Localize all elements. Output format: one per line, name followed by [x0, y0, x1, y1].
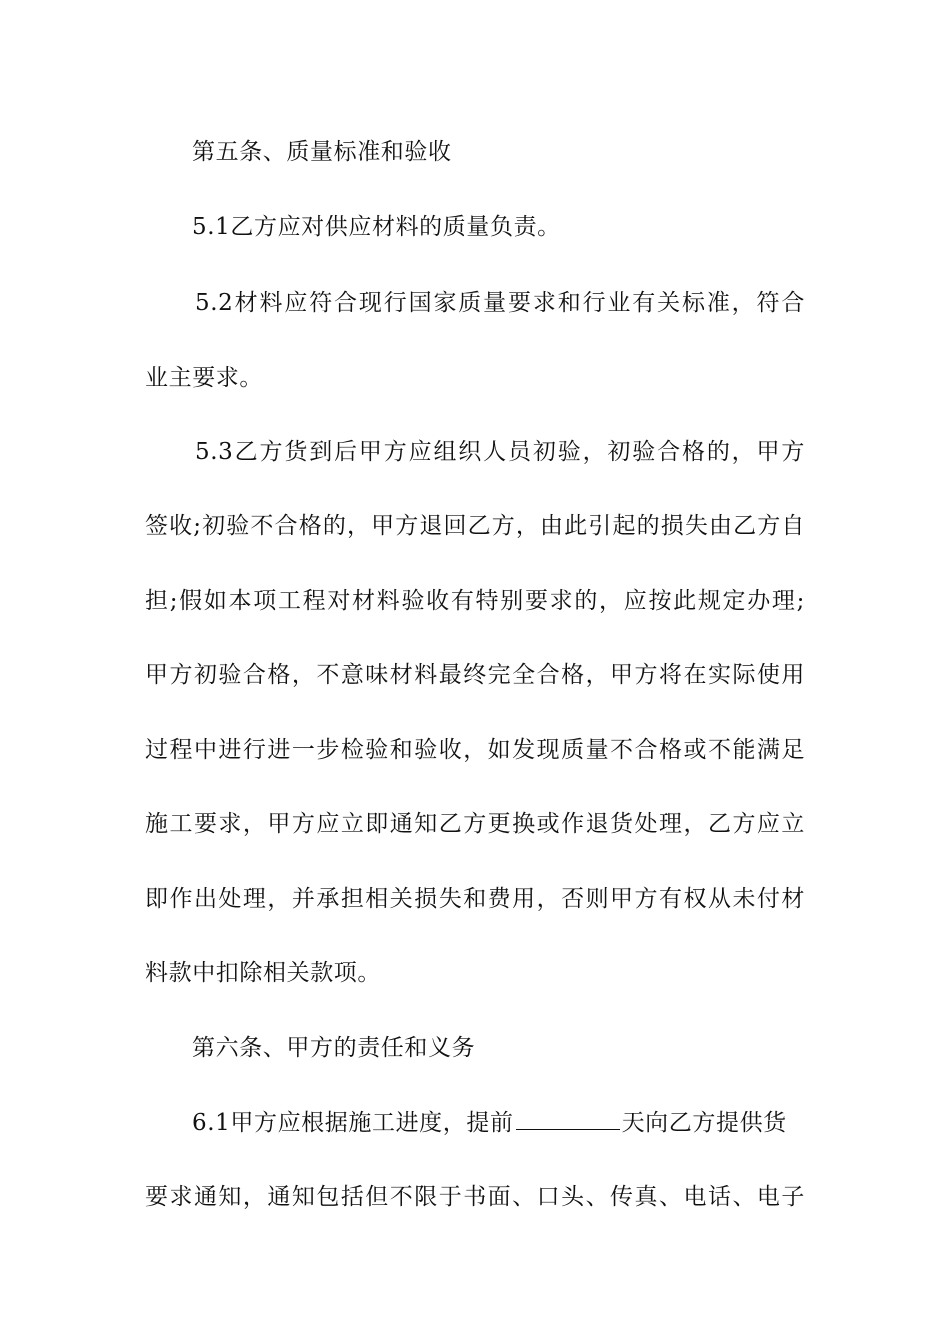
- clause-5-3-line-8: 料款中扣除相关款项。: [145, 960, 381, 986]
- clause-5-3-line-4: 甲方初验合格，不意味材料最终完全合格，甲方将在实际使用: [145, 662, 805, 688]
- clause-6-1-line-2: 要求通知，通知包括但不限于书面、口头、传真、电话、电子: [145, 1184, 805, 1210]
- clause-5-1: 5.1乙方应对供应材料的质量负责。: [192, 214, 561, 240]
- section-heading-5: 第五条、质量标准和验收: [192, 139, 452, 165]
- clause-5-3-line-7: 即作出处理，并承担相关损失和费用，否则甲方有权从未付材: [145, 886, 805, 912]
- clause-6-1-text-before: 6.1甲方应根据施工进度，提前: [192, 1110, 514, 1136]
- clause-5-2-line-2: 业主要求。: [145, 365, 263, 391]
- fill-in-blank: [516, 1107, 620, 1130]
- clause-6-1-line-1: [192, 1107, 805, 1138]
- section-heading-6: 第六条、甲方的责任和义务: [192, 1035, 476, 1061]
- clause-5-3-line-2: 签收;初验不合格的，甲方退回乙方，由此引起的损失由乙方自: [145, 513, 805, 539]
- clause-5-3-line-3: 担;假如本项工程对材料验收有特别要求的，应按此规定办理;: [145, 588, 805, 614]
- clause-5-3-line-1: 5.3乙方货到后甲方应组织人员初验，初验合格的，甲方: [195, 439, 805, 465]
- clause-5-3-line-5: 过程中进行进一步检验和验收，如发现质量不合格或不能满足: [145, 737, 805, 763]
- clause-5-2-line-1: 5.2材料应符合现行国家质量要求和行业有关标准，符合: [195, 290, 805, 316]
- clause-5-3-line-6: 施工要求，甲方应立即通知乙方更换或作退货处理，乙方应立: [145, 811, 805, 837]
- clause-6-1-text-after: 天向乙方提供货: [621, 1110, 787, 1136]
